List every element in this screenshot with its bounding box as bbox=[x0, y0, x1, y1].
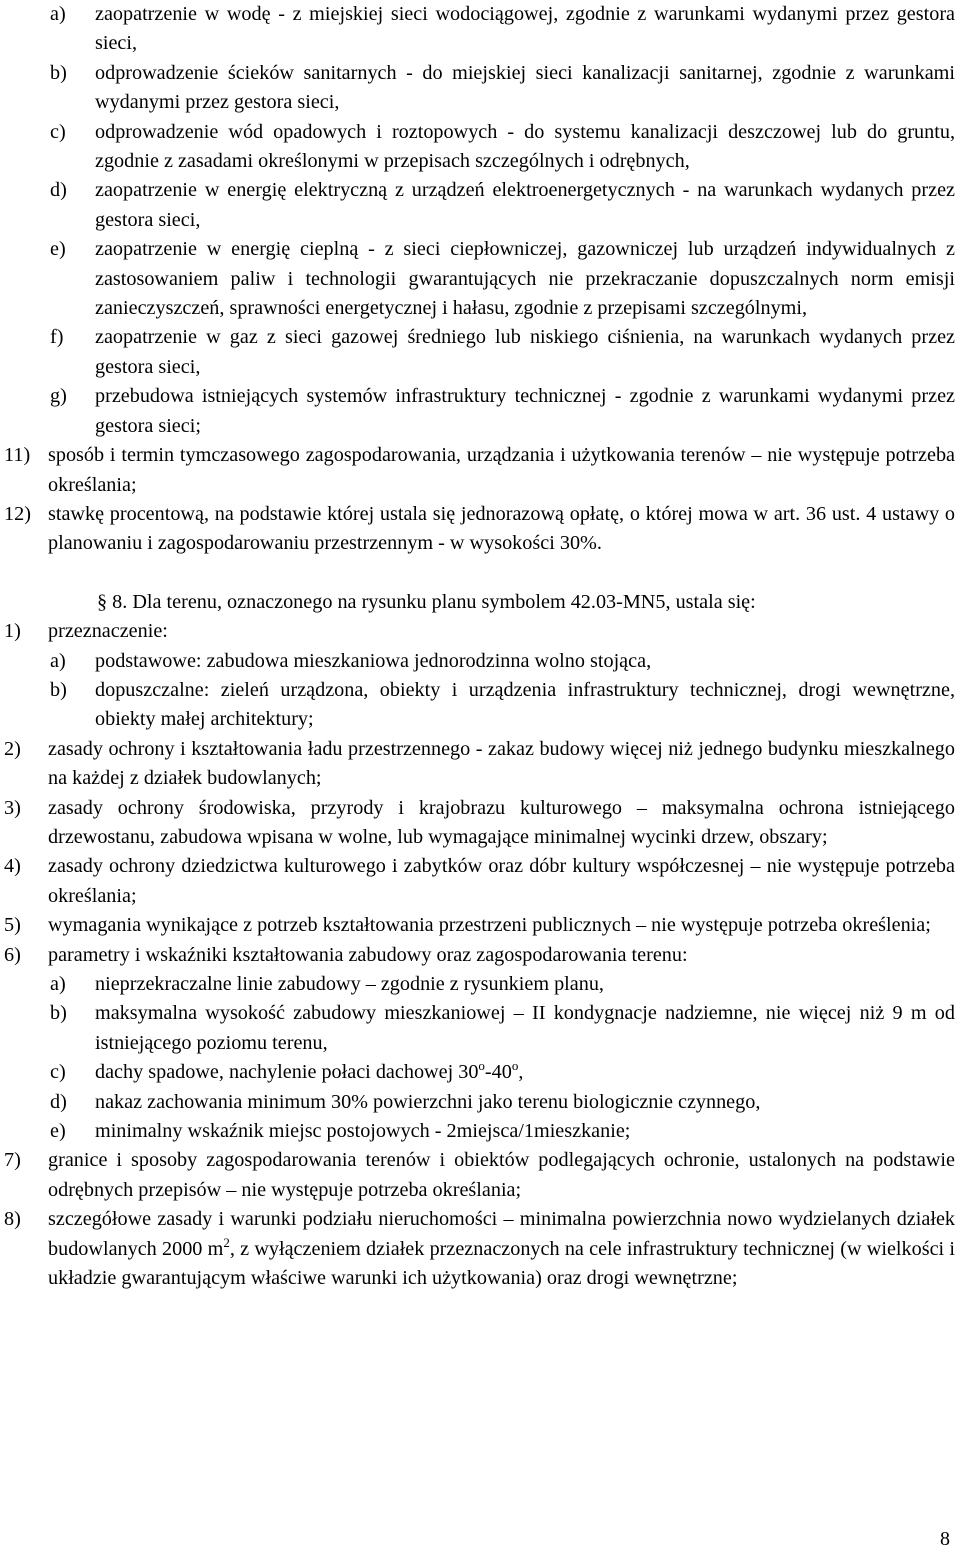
point-8 bbox=[0, 1205, 955, 1293]
item-label: 2) bbox=[4, 737, 21, 760]
list-item bbox=[0, 59, 955, 118]
item-label: 12) bbox=[4, 502, 31, 525]
point-2 bbox=[0, 735, 955, 794]
list-item bbox=[0, 0, 955, 59]
list-item bbox=[0, 118, 955, 177]
point-1 bbox=[0, 617, 955, 646]
item-label: e) bbox=[50, 238, 66, 261]
item-text: dopuszczalne: zieleń urządzona, obiekty i urządzenia infrastruktury technicznej, drogi wewnętrzne, obiekty małej architektury; bbox=[95, 678, 955, 731]
item-label: g) bbox=[50, 385, 67, 408]
item-text: wymagania wynikające z potrzeb kształtowania przestrzeni publicznych – nie występuje potrzeba określenia; bbox=[48, 914, 931, 937]
item-text: parametry i wskaźniki kształtowania zabudowy oraz zagospodarowania terenu: bbox=[48, 943, 688, 966]
point-7 bbox=[0, 1146, 955, 1205]
list-item bbox=[0, 1088, 955, 1117]
item-label: 1) bbox=[4, 620, 21, 643]
list-item bbox=[0, 970, 955, 999]
text-part: dachy spadowe, nachylenie połaci dachowej 30 bbox=[95, 1061, 479, 1084]
item-text: minimalny wskaźnik miejsc postojowych - 2miejsca/1mieszkanie; bbox=[95, 1120, 631, 1143]
point-12 bbox=[0, 500, 955, 559]
item-label: 4) bbox=[4, 855, 21, 878]
item-label: 5) bbox=[4, 914, 21, 937]
item-text: zaopatrzenie w energię cieplną - z sieci ciepłowniczej, gazowniczej lub urządzeń indywidualnych z zastosowaniem paliw i technologii gwarantujących nie przekraczanie dopuszczalnych norm emisji zanieczyszczeń, sprawności energetycznej i hałasu, zgodnie z przepisami szczególnymi, bbox=[95, 238, 955, 320]
item-text: odprowadzenie ścieków sanitarnych - do miejskiej sieci kanalizacji sanitarnej, zgodnie z warunkami wydanymi przez gestora sieci, bbox=[95, 61, 955, 114]
list-item bbox=[0, 1117, 955, 1146]
item-text: nakaz zachowania minimum 30% powierzchni jako terenu biologicznie czynnego, bbox=[95, 1090, 761, 1113]
item-text bbox=[48, 1208, 955, 1289]
item-label: e) bbox=[50, 1120, 66, 1143]
item-text: przeznaczenie: bbox=[48, 620, 168, 643]
area-exponent: 2 bbox=[223, 1234, 230, 1250]
text-part: , z wyłączeniem działek przeznaczonych na cele infrastruktury technicznej (w wielkości i układzie gwarantującym właściwe warunki ich użytkowania) oraz drogi wewnętrzne; bbox=[48, 1237, 955, 1290]
page-number: 8 bbox=[940, 1528, 950, 1550]
item-text: zaopatrzenie w gaz z sieci gazowej średniego lub niskiego ciśnienia, na warunkach wydanych przez gestora sieci, bbox=[95, 326, 955, 378]
item-label: f) bbox=[50, 326, 64, 349]
item-text: przebudowa istniejących systemów infrastruktury technicznej - zgodnie z warunkami wydanymi przez gestora sieci; bbox=[95, 385, 955, 437]
degree-sup: o bbox=[511, 1058, 519, 1074]
point-6 bbox=[0, 941, 955, 970]
item-text: stawkę procentową, na podstawie której ustala się jednorazową opłatę, o której mowa w art. 36 ust. 4 ustawy o planowaniu i zagospodarowaniu przestrzennym - w wysokości 30%. bbox=[48, 502, 955, 555]
list-item bbox=[0, 1058, 955, 1087]
text-part: , bbox=[518, 1061, 524, 1084]
item-label: d) bbox=[50, 1090, 67, 1113]
item-label: 6) bbox=[4, 943, 21, 966]
point-4 bbox=[0, 852, 955, 911]
point-5 bbox=[0, 911, 955, 940]
item-label: a) bbox=[50, 973, 66, 995]
item-label: b) bbox=[50, 678, 67, 701]
list-item bbox=[0, 235, 955, 323]
list-item bbox=[0, 676, 955, 735]
item-label: 3) bbox=[4, 796, 21, 819]
item-text bbox=[95, 1058, 524, 1084]
list-item bbox=[0, 999, 955, 1058]
item-label: 8) bbox=[4, 1208, 21, 1231]
item-text: podstawowe: zabudowa mieszkaniowa jednorodzinna wolno stojąca, bbox=[95, 649, 652, 672]
item-label: b) bbox=[50, 1002, 67, 1025]
item-text: zaopatrzenie w energię elektryczną z urządzeń elektroenergetycznych - na warunkach wydanych przez gestora sieci, bbox=[95, 179, 955, 231]
text-part: szczegółowe zasady i warunki podziału nieruchomości – minimalna powierzchnia nowo wydzielanych działek budowlanych 2000 m bbox=[48, 1208, 955, 1260]
list-item bbox=[0, 323, 955, 382]
item-text: odprowadzenie wód opadowych i roztopowych - do systemu kanalizacji deszczowej lub do gruntu, zgodnie z zasadami określonymi w przepisach szczególnych i odrębnych, bbox=[95, 120, 955, 173]
text-part: -40 bbox=[484, 1061, 512, 1084]
item-text: zasady ochrony środowiska, przyrody i krajobrazu kulturowego – maksymalna ochrona istniejącego drzewostanu, zabudowa wpisana w wolne, lub wymagające minimalnej wycinki drzew, obszary; bbox=[48, 796, 955, 848]
item-label: 7) bbox=[4, 1149, 21, 1172]
item-label: a) bbox=[50, 649, 66, 672]
item-text: sposób i termin tymczasowego zagospodarowania, urządzania i użytkowania terenów – nie występuje potrzeba określania; bbox=[48, 444, 955, 496]
point-11 bbox=[0, 441, 955, 500]
item-text: zaopatrzenie w wodę - z miejskiej sieci wodociągowej, zgodnie z warunkami wydanymi przez gestora sieci, bbox=[95, 3, 955, 55]
list-item bbox=[0, 647, 955, 676]
item-label: 11) bbox=[4, 444, 31, 467]
item-text: nieprzekraczalne linie zabudowy – zgodnie z rysunkiem planu, bbox=[95, 973, 604, 995]
item-text: granice i sposoby zagospodarowania terenów i obiektów podlegających ochronie, ustalonych na podstawie odrębnych przepisów – nie występuje potrzeba określania; bbox=[48, 1149, 955, 1201]
point-3 bbox=[0, 794, 955, 853]
item-label: b) bbox=[50, 61, 67, 84]
item-text: maksymalna wysokość zabudowy mieszkaniowej – II kondygnacje nadziemne, nie więcej niż 9 m od istniejącego poziomu terenu, bbox=[95, 1002, 955, 1054]
item-label: d) bbox=[50, 179, 67, 202]
section-heading: § 8. Dla terenu, oznaczonego na rysunku planu symbolem 42.03-MN5, ustala się: bbox=[97, 590, 756, 613]
item-text: zasady ochrony i kształtowania ładu przestrzennego - zakaz budowy więcej niż jednego budynku mieszkalnego na każdej z działek budowlanych; bbox=[48, 737, 955, 790]
item-label: a) bbox=[50, 3, 66, 25]
item-label: c) bbox=[50, 120, 66, 143]
item-label: c) bbox=[50, 1061, 66, 1084]
list-item bbox=[0, 382, 955, 441]
degree-sup: o bbox=[478, 1058, 485, 1074]
list-item bbox=[0, 176, 955, 235]
item-text: zasady ochrony dziedzictwa kulturowego i zabytków oraz dóbr kultury współczesnej – nie występuje potrzeba określania; bbox=[48, 855, 955, 907]
